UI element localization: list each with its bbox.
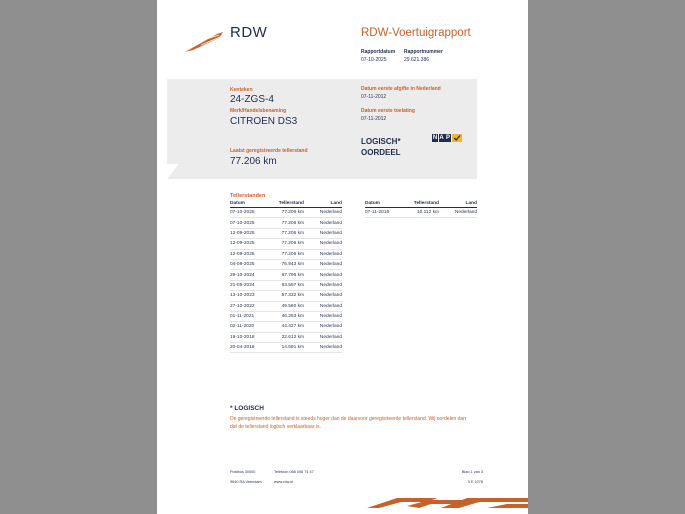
cell-country: Nederland (304, 343, 342, 353)
footnote-line: dat de tellerstand logisch verklaarbaar is. (230, 424, 321, 430)
footer-postbus: Postbus 30000 (230, 470, 256, 474)
header-date: Datum (365, 201, 401, 208)
report-title: RDW-Voertuigrapport (361, 27, 471, 39)
cell-odometer: 76.943 km (266, 259, 304, 269)
cell-odometer: 77.206 km (266, 218, 304, 228)
plate-label: Kenteken (230, 87, 253, 93)
report-page (157, 0, 528, 514)
cell-date: 19-10-2018 (230, 332, 266, 342)
footnote-text (230, 415, 490, 431)
cell-date: 04-09-2025 (230, 259, 266, 269)
cell-date: 27-10-2022 (230, 301, 266, 311)
cell-country: Nederland (304, 239, 342, 249)
footer-code: 3 E 1078 (467, 480, 483, 484)
verdict-line2: OORDEEL (361, 148, 401, 157)
header-country: Land (304, 201, 342, 208)
header-odometer: Tellerstand (266, 201, 304, 208)
table-row (230, 332, 342, 342)
table-row (230, 208, 342, 218)
cell-country: Nederland (304, 218, 342, 228)
cell-date: 13-10-2023 (230, 291, 266, 301)
cell-odometer: 77.206 km (266, 228, 304, 238)
cell-country: Nederland (304, 228, 342, 238)
cell-date: 12-09-2025 (230, 239, 266, 249)
cell-country: Nederland (304, 332, 342, 342)
decorative-stripes-icon (367, 494, 528, 510)
table-row (230, 291, 342, 301)
verdict (361, 136, 401, 158)
last-odometer-label: Laatst geregistreerde tellerstand (230, 148, 308, 154)
cell-odometer: 63.597 km (266, 280, 304, 290)
nap-letter: A (439, 135, 444, 141)
cell-odometer: 77.206 km (266, 208, 304, 218)
first-admission-label: Datum eerste toelating (361, 108, 415, 114)
cell-odometer: 77.206 km (266, 249, 304, 259)
last-odometer-value: 77.206 km (230, 156, 277, 167)
table-row (230, 259, 342, 269)
nap-letter: P (445, 135, 450, 141)
first-admission-value: 07-11-2012 (361, 116, 387, 122)
table-row (230, 249, 342, 259)
make-value: CITROEN DS3 (230, 116, 298, 127)
cell-date: 01-11-2021 (230, 311, 266, 321)
footer-contact (274, 467, 314, 487)
cell-odometer: 77.206 km (266, 239, 304, 249)
vehicle-info-band (167, 79, 477, 179)
first-nl-value: 07-11-2012 (361, 94, 387, 100)
table-row (230, 239, 342, 249)
cell-date: 07-11-2016 (365, 208, 401, 218)
readings-table-right (365, 201, 477, 218)
header-country: Land (439, 201, 477, 208)
cell-country: Nederland (304, 322, 342, 332)
cell-odometer: 10.112 km (401, 208, 439, 218)
rdw-logo-icon (183, 30, 225, 54)
report-number-value: 29.621.386 (404, 57, 430, 63)
footer-address (230, 467, 262, 487)
cell-country: Nederland (439, 208, 477, 218)
cell-date: 12-09-2025 (230, 249, 266, 259)
header-odometer: Tellerstand (401, 201, 439, 208)
table-row (230, 322, 342, 332)
cell-date: 02-11-2020 (230, 322, 266, 332)
footnote-title: * LOGISCH (230, 405, 264, 412)
cell-country: Nederland (304, 270, 342, 280)
first-nl-label: Datum eerste afgifte in Nederland (361, 86, 441, 92)
cell-date: 21-05-2024 (230, 280, 266, 290)
report-date-value: 07-10-2025 (361, 57, 387, 63)
brand-name: RDW (230, 24, 268, 41)
verdict-line1: LOGISCH* (361, 137, 401, 146)
footer-phone: Telefoon 088 008 74 47 (274, 470, 314, 474)
cell-country: Nederland (304, 259, 342, 269)
cell-date: 07-10-2025 (230, 218, 266, 228)
footer-page: Blad 1 van 3 (461, 470, 483, 474)
cell-odometer: 49.560 km (266, 301, 304, 311)
footer-web: www.rdw.nl (274, 480, 293, 484)
cell-country: Nederland (304, 301, 342, 311)
cell-odometer: 67.795 km (266, 270, 304, 280)
plate-value: 24-ZGS-4 (230, 94, 274, 105)
nap-letter: N (432, 135, 438, 141)
table-row (230, 280, 342, 290)
table-row (230, 270, 342, 280)
cell-odometer: 14.591 km (266, 343, 304, 353)
cell-odometer: 57.332 km (266, 291, 304, 301)
cell-odometer: 46.283 km (266, 311, 304, 321)
cell-country: Nederland (304, 311, 342, 321)
footer-city: 9640 RA Veendam (230, 480, 262, 484)
report-number-label: Rapportnummer (404, 49, 443, 55)
check-icon (452, 134, 462, 142)
table-row (365, 208, 477, 218)
nap-logo (432, 134, 462, 142)
make-label: Merk/Handelsbenaming (230, 108, 287, 114)
footer-page-info (447, 467, 483, 487)
cell-country: Nederland (304, 249, 342, 259)
cell-date: 12-09-2025 (230, 228, 266, 238)
cell-date: 07-10-2025 (230, 208, 266, 218)
table-row (230, 301, 342, 311)
table-row (230, 343, 342, 353)
cell-date: 20-04-2018 (230, 343, 266, 353)
cell-country: Nederland (304, 291, 342, 301)
cell-odometer: 22.612 km (266, 332, 304, 342)
readings-table-left (230, 201, 342, 353)
table-row (230, 311, 342, 321)
table-row (230, 228, 342, 238)
cell-odometer: 44.427 km (266, 322, 304, 332)
readings-title: Tellerstanden (230, 193, 266, 199)
footnote-line: De geregistreerde tellerstand is steeds hoger dan de daarvoor geregistreerde tellerstand. Wij oordelen dan (230, 416, 466, 422)
header-date: Datum (230, 201, 266, 208)
report-date-label: Rapportdatum (361, 49, 396, 55)
table-row (230, 218, 342, 228)
cell-date: 29-10-2024 (230, 270, 266, 280)
cell-country: Nederland (304, 280, 342, 290)
cell-country: Nederland (304, 208, 342, 218)
